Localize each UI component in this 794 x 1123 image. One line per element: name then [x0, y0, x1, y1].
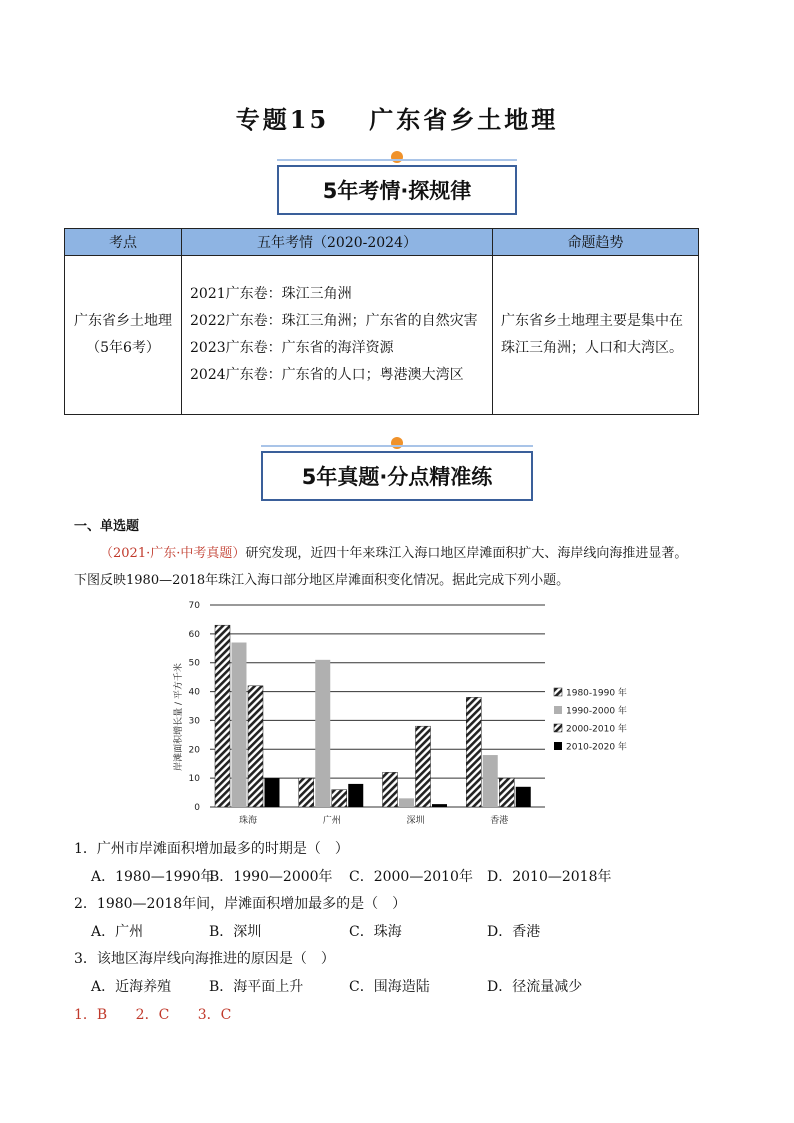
legend-swatch	[554, 706, 562, 714]
exam-line: 2024广东卷：广东省的人口；粤港澳大湾区	[190, 367, 464, 383]
option-c[interactable]: C．珠海	[349, 924, 402, 940]
intro-line-1: 研究发现，近四十年来珠江入海口地区岸滩面积扩大、海岸线向海推进显著。	[245, 546, 688, 561]
legend-swatch	[554, 724, 562, 732]
x-tick-label: 广州	[322, 816, 341, 826]
y-tick-label: 70	[188, 601, 200, 611]
banner-rule	[277, 159, 517, 161]
section-heading: 一、单选题	[74, 519, 140, 534]
y-tick-label: 0	[194, 803, 200, 813]
bar-0	[466, 697, 481, 807]
bar-3	[348, 784, 363, 807]
option-a[interactable]: A．1980—1990年	[91, 869, 215, 885]
header-trend: 命题趋势	[493, 229, 699, 256]
bar-3	[265, 778, 280, 807]
intro-line-2: 下图反映1980—2018年珠江入海口部分地区岸滩面积变化情况。据此完成下列小题。	[74, 573, 570, 588]
page-title	[0, 100, 794, 135]
option-c[interactable]: C．2000—2010年	[349, 869, 473, 885]
banner-practice	[261, 443, 533, 501]
banner-dot-icon	[391, 151, 403, 163]
option-b[interactable]: B．1990—2000年	[209, 869, 333, 885]
option-a[interactable]: A．广州	[91, 924, 144, 940]
x-tick-label: 香港	[490, 816, 509, 826]
option-b[interactable]: B．深圳	[209, 924, 262, 940]
question-3: 3．该地区海岸线向海推进的原因是（ ）	[74, 951, 335, 967]
bar-chart	[160, 595, 640, 835]
exam-line: 2022广东卷：珠江三角洲；广东省的自然灾害	[190, 313, 478, 329]
bar-0	[299, 778, 314, 807]
y-tick-label: 30	[188, 716, 200, 727]
bar-0	[215, 625, 230, 807]
header-topic: 考点	[65, 229, 182, 256]
header-exams: 五年考情（2020-2024）	[182, 229, 493, 256]
y-tick-label: 40	[188, 687, 200, 698]
title-topic-number: 专题15	[235, 105, 330, 134]
answer-1: 1．B	[74, 1007, 108, 1023]
exam-line: 2023广东卷：广东省的海洋资源	[190, 340, 394, 356]
cell-trend: 广东省乡土地理主要是集中在珠江三角洲；人口和大湾区。	[493, 256, 699, 415]
bar-3	[432, 804, 447, 807]
bar-1	[399, 798, 414, 807]
legend-label: 1990-2000 年	[566, 706, 627, 717]
bar-2	[499, 778, 514, 807]
banner-rule	[261, 445, 533, 447]
table-header-row	[65, 229, 699, 256]
y-tick-label: 20	[188, 745, 200, 756]
banner-label: 5年真题·分点精准练	[261, 451, 533, 501]
answer-3: 3．C	[197, 1007, 232, 1023]
bar-2	[248, 686, 263, 807]
question-intro	[74, 540, 754, 594]
y-axis-label: 岸滩面积增长量 / 平方千米	[174, 663, 184, 771]
x-tick-label: 珠海	[238, 816, 258, 826]
y-tick-label: 50	[188, 658, 200, 669]
option-b[interactable]: B．海平面上升	[209, 979, 304, 995]
table-row	[65, 256, 699, 415]
option-c[interactable]: C．围海造陆	[349, 979, 430, 995]
title-topic-name: 广东省乡土地理	[369, 105, 559, 134]
bar-1	[232, 643, 247, 807]
legend-label: 2000-2010 年	[566, 724, 627, 735]
option-d[interactable]: D．香港	[487, 924, 541, 940]
bar-1	[483, 755, 498, 807]
bar-2	[332, 790, 347, 807]
exam-line: 2021广东卷：珠江三角洲	[190, 286, 352, 302]
bar-3	[516, 787, 531, 807]
legend-swatch	[554, 688, 562, 696]
question-source: （2021·广东·中考真题）	[100, 546, 246, 561]
question-1: 1．广州市岸滩面积增加最多的时期是（ ）	[74, 841, 349, 857]
option-d[interactable]: D．2010—2018年	[487, 869, 612, 885]
exam-overview-table	[64, 228, 699, 415]
bar-0	[383, 772, 398, 807]
option-d[interactable]: D．径流量减少	[487, 979, 583, 995]
legend-swatch	[554, 742, 562, 750]
banner-dot-icon	[391, 437, 403, 449]
bar-1	[315, 660, 330, 807]
cell-exams	[182, 256, 493, 415]
legend-label: 1980-1990 年	[566, 688, 627, 699]
banner-exam-overview	[277, 157, 517, 215]
question-2: 2．1980—2018年间，岸滩面积增加最多的是（ ）	[74, 896, 407, 912]
answer-2: 2．C	[135, 1007, 170, 1023]
legend-label: 2010-2020 年	[566, 742, 627, 753]
bar-2	[416, 726, 431, 807]
cell-topic: 广东省乡土地理（5年6考）	[65, 256, 182, 415]
option-a[interactable]: A．近海养殖	[91, 979, 172, 995]
y-tick-label: 10	[188, 774, 200, 785]
y-tick-label: 60	[188, 629, 200, 640]
answer-key	[74, 1004, 255, 1024]
x-tick-label: 深圳	[406, 816, 425, 826]
banner-label: 5年考情·探规律	[277, 165, 517, 215]
